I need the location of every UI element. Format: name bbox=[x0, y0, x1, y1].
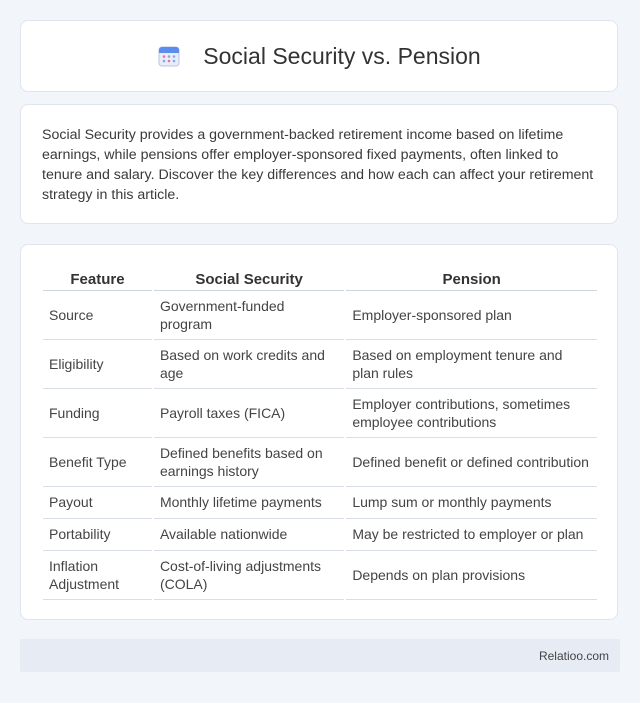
comparison-card bbox=[20, 244, 618, 620]
feature-cell: Inflation Adjustment bbox=[43, 551, 152, 600]
pension-cell: May be restricted to employer or plan bbox=[346, 519, 597, 551]
feature-cell: Benefit Type bbox=[43, 438, 152, 487]
table-row bbox=[43, 519, 597, 551]
calendar-icon bbox=[157, 44, 181, 68]
feature-cell: Source bbox=[43, 291, 152, 340]
title-card bbox=[20, 20, 618, 92]
intro-card bbox=[20, 104, 618, 224]
header-social-security: Social Security bbox=[154, 266, 344, 291]
table-row bbox=[43, 291, 597, 340]
table-row bbox=[43, 340, 597, 389]
pension-cell: Lump sum or monthly payments bbox=[346, 487, 597, 519]
feature-cell: Eligibility bbox=[43, 340, 152, 389]
table-row bbox=[43, 551, 597, 600]
feature-cell: Funding bbox=[43, 389, 152, 438]
table-row bbox=[43, 438, 597, 487]
social-security-cell: Payroll taxes (FICA) bbox=[154, 389, 344, 438]
comparison-table bbox=[41, 266, 599, 600]
header-pension: Pension bbox=[346, 266, 597, 291]
social-security-cell: Defined benefits based on earnings history bbox=[154, 438, 344, 487]
pension-cell: Defined benefit or defined contribution bbox=[346, 438, 597, 487]
feature-cell: Payout bbox=[43, 487, 152, 519]
social-security-cell: Available nationwide bbox=[154, 519, 344, 551]
social-security-cell: Government-funded program bbox=[154, 291, 344, 340]
pension-cell: Depends on plan provisions bbox=[346, 551, 597, 600]
pension-cell: Employer contributions, sometimes employee contributions bbox=[346, 389, 597, 438]
social-security-cell: Monthly lifetime payments bbox=[154, 487, 344, 519]
footer-site-link[interactable]: Relatioo.com bbox=[538, 648, 609, 663]
social-security-cell: Based on work credits and age bbox=[154, 340, 344, 389]
intro-paragraph: Social Security provides a government-backed retirement income based on lifetime earnings, while pensions offer employer-sponsored fixed payments, often linked to tenure and salary. Discover the key differences and how each can affect your retirement strategy in this article. bbox=[42, 127, 594, 203]
pension-cell: Employer-sponsored plan bbox=[346, 291, 597, 340]
table-row bbox=[43, 389, 597, 438]
pension-cell: Based on employment tenure and plan rules bbox=[346, 340, 597, 389]
page-title: Social Security vs. Pension bbox=[203, 42, 481, 69]
header-feature: Feature bbox=[43, 266, 152, 291]
footer bbox=[20, 639, 620, 672]
table-row bbox=[43, 487, 597, 519]
feature-cell: Portability bbox=[43, 519, 152, 551]
social-security-cell: Cost-of-living adjustments (COLA) bbox=[154, 551, 344, 600]
